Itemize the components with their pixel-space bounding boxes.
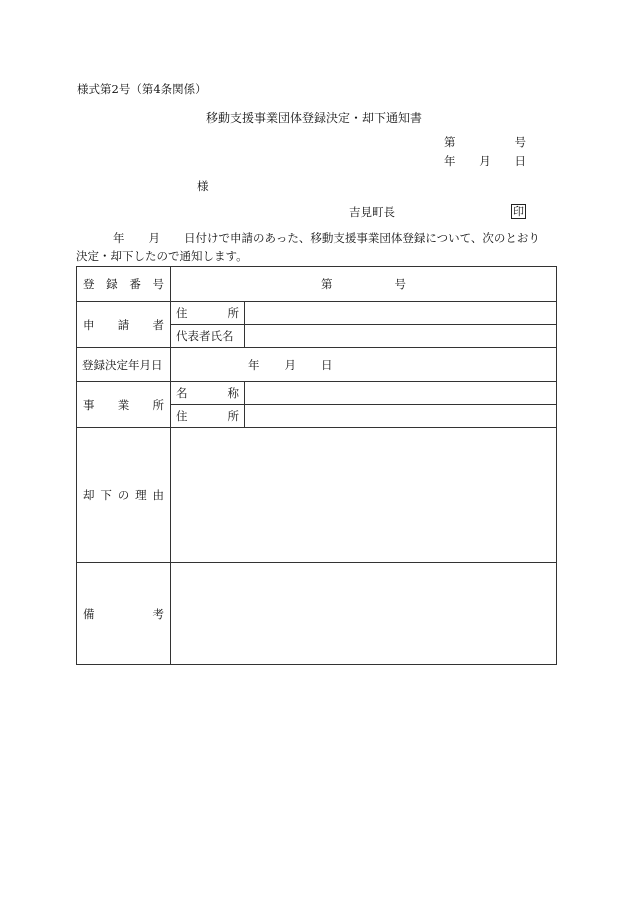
business-address-field[interactable] xyxy=(245,405,557,428)
reg-number-label: 登 録 番 号 xyxy=(77,267,171,302)
remarks-label: 備 考 xyxy=(77,563,171,665)
body-line-1 xyxy=(76,233,540,245)
issuer-name: 吉見町長 xyxy=(349,205,395,219)
reg-number-value[interactable]: 第 号 xyxy=(171,267,557,302)
rejection-reason-field[interactable] xyxy=(171,428,557,563)
rejection-reason-label: 却 下 の 理 由 xyxy=(77,428,171,563)
business-label: 事 業 所 xyxy=(77,382,171,428)
doc-date-year: 年 xyxy=(444,154,456,168)
applicant-rep-label: 代表者氏名 xyxy=(171,325,245,348)
row-applicant-address xyxy=(77,302,557,325)
seal-mark: 印 xyxy=(513,205,524,218)
notification-form-table xyxy=(76,266,557,665)
business-address-label: 住 所 xyxy=(171,405,245,428)
remarks-field[interactable] xyxy=(171,563,557,665)
body-line-2: 決定・却下したので通知します。 xyxy=(76,249,248,263)
applicant-address-field[interactable] xyxy=(245,302,557,325)
body-month: 月 xyxy=(148,231,160,245)
form-number: 様式第2号（第4条関係） xyxy=(77,82,207,96)
decision-date-field[interactable]: 年 月 日 xyxy=(171,348,557,382)
row-decision-date xyxy=(77,348,557,382)
business-name-label: 名 称 xyxy=(171,382,245,405)
applicant-label: 申 請 者 xyxy=(77,302,171,348)
addressee-suffix: 様 xyxy=(197,179,209,193)
row-business-name xyxy=(77,382,557,405)
document-number xyxy=(444,137,526,149)
doc-date-month: 月 xyxy=(479,154,491,168)
doc-number-prefix: 第 xyxy=(444,135,456,149)
body-text: 日付けで申請のあった、移動支援事業団体登録について、次のとおり xyxy=(184,231,540,245)
body-year: 年 xyxy=(113,231,125,245)
document-title: 移動支援事業団体登録決定・却下通知書 xyxy=(206,111,423,125)
decision-date-label: 登録決定年月日 xyxy=(77,348,171,382)
doc-date-day: 日 xyxy=(514,154,526,168)
row-remarks xyxy=(77,563,557,665)
doc-number-suffix: 号 xyxy=(514,135,526,149)
applicant-rep-field[interactable] xyxy=(245,325,557,348)
row-registration-number xyxy=(77,267,557,302)
business-name-field[interactable] xyxy=(245,382,557,405)
document-date xyxy=(444,156,526,168)
applicant-address-label: 住 所 xyxy=(171,302,245,325)
row-rejection-reason xyxy=(77,428,557,563)
